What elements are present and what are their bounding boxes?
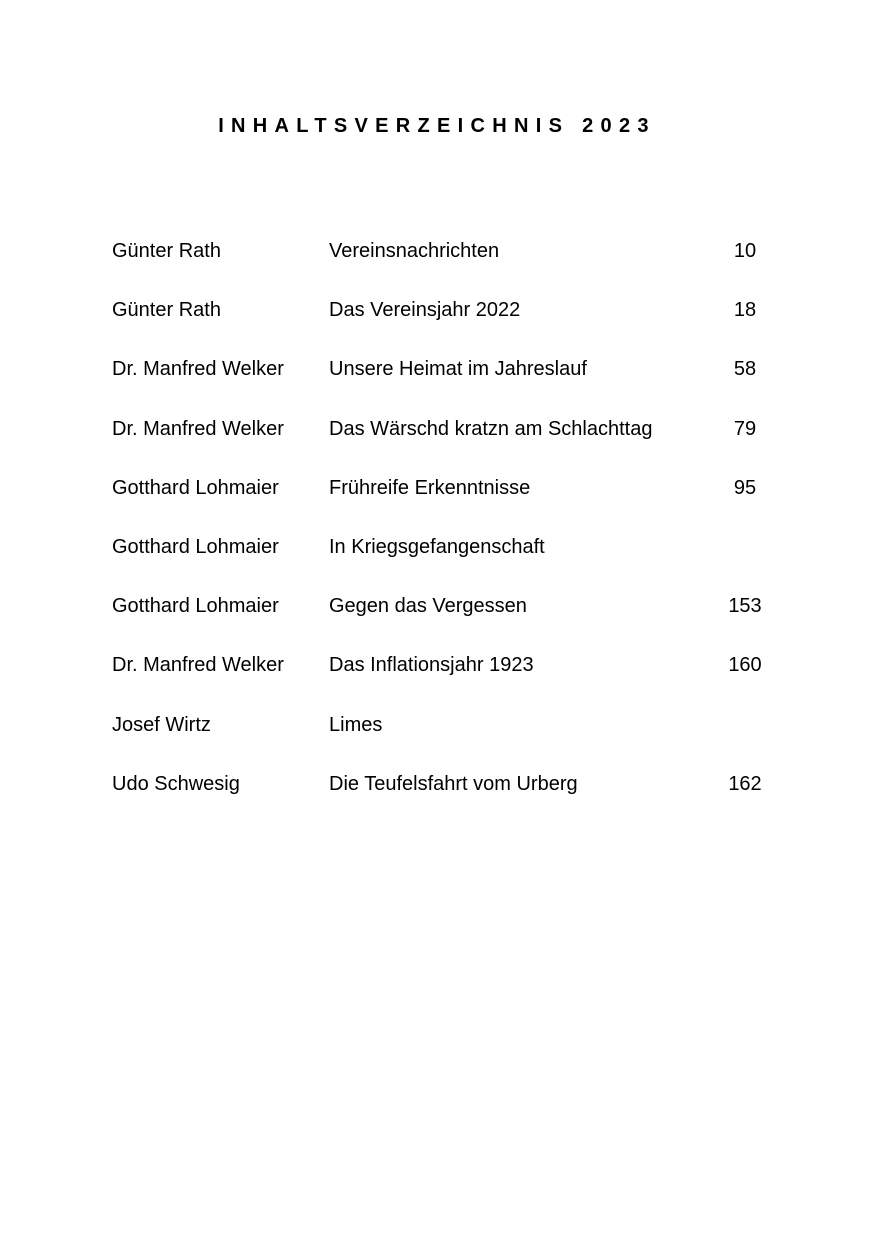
toc-author: Josef Wirtz [112, 713, 211, 736]
toc-row [112, 710, 792, 769]
toc-author: Gotthard Lohmaier [112, 535, 279, 558]
toc-page-number: 10 [733, 240, 757, 262]
table-of-contents [112, 236, 792, 828]
toc-article-title: Unsere Heimat im Jahreslauf [329, 358, 587, 381]
toc-article-title: Das Wärschd kratzn am Schlachttag [329, 417, 653, 440]
toc-author: Günter Rath [112, 299, 221, 322]
toc-row [112, 473, 792, 532]
document-title: INHALTSVERZEICHNIS 2023 [218, 115, 656, 137]
toc-page-number: 58 [733, 358, 757, 381]
toc-page-number: 79 [733, 417, 757, 440]
toc-page-number: 162 [728, 772, 762, 795]
toc-author: Gotthard Lohmaier [112, 595, 279, 618]
toc-article-title: Das Inflationsjahr 1923 [329, 654, 534, 677]
toc-author: Gotthard Lohmaier [112, 476, 279, 499]
toc-row [112, 591, 792, 650]
toc-row [112, 414, 792, 473]
toc-author: Dr. Manfred Welker [112, 417, 284, 440]
toc-article-title: Gegen das Vergessen [329, 595, 527, 618]
toc-author: Udo Schwesig [112, 772, 240, 795]
toc-article-title: Vereinsnachrichten [329, 240, 500, 262]
toc-author: Dr. Manfred Welker [112, 358, 284, 381]
toc-page-number: 160 [728, 654, 762, 677]
toc-page-number: 95 [733, 476, 757, 499]
toc-author: Günter Rath [112, 240, 221, 262]
toc-article-title: Limes [329, 713, 383, 736]
toc-page-number: 153 [728, 595, 762, 618]
toc-page-number: 18 [733, 299, 757, 322]
toc-article-title: Das Vereinsjahr 2022 [329, 299, 521, 322]
toc-article-title: Die Teufelsfahrt vom Urberg [329, 772, 578, 795]
toc-row [112, 769, 792, 828]
toc-row [112, 650, 792, 709]
toc-row [112, 354, 792, 413]
toc-author: Dr. Manfred Welker [112, 654, 284, 677]
toc-article-title: Frühreife Erkenntnisse [329, 476, 531, 499]
toc-row [112, 295, 792, 354]
toc-row [112, 236, 792, 295]
toc-article-title: In Kriegsgefangenschaft [329, 535, 545, 558]
toc-row [112, 532, 792, 591]
